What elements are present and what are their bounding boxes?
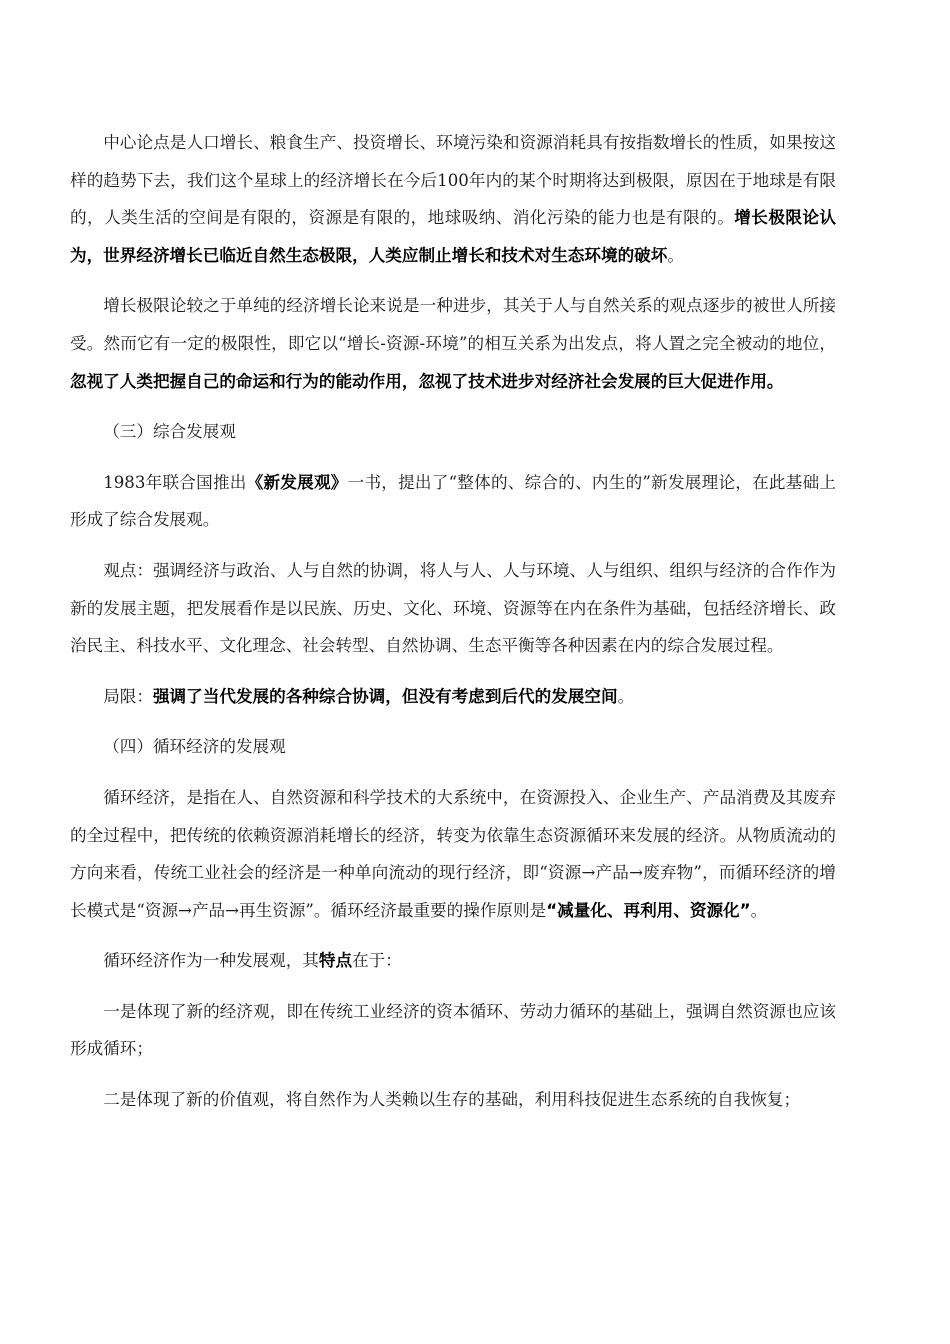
text-run: 一书，提出了“整体的、综合的、内生的”新发展理论，在此基础上形成了综合发展观。 — [70, 472, 837, 530]
text-run: 中心论点是人口增长、粮食生产、投资增长、环境污染和资源消耗具有按指数增长的性质，如果按这样的趋势下去，我们这个星球上的经济增长在今后100年内的某个时期将达到极限，原因在于地球是有限的，人类生活的空间是有限的，资源是有限的，地球吸纳、消化污染的能力也是有限的。 — [70, 133, 836, 228]
text-run: 一是体现了新的经济观，即在传统工业经济的资本循环、劳动力循环的基础上，强调自然资源也应该形成循环； — [70, 1001, 836, 1059]
body-paragraph — [70, 287, 836, 400]
body-paragraph — [70, 1081, 836, 1119]
text-run: （四）循环经济的发展观 — [103, 737, 286, 757]
bold-text: 强调了当代发展的各种综合协调，但没有考虑到后代的发展空间 — [152, 686, 618, 706]
text-run: 在于： — [352, 951, 402, 971]
text-run: 循环经济，是指在人、自然资源和科学技术的大系统中，在资源投入、企业生产、产品消费及其废弃的全过程中，把传统的依赖资源消耗增长的经济，转变为依靠生态资源循环来发展的经济。从物质流动的方向来看，传统工业社会的经济是一种单向流动的现行经济，即“资源→产品→废弃物”，而循环经济的增长模式是“资源→产品→再生资源”。循环经济最重要的操作原则是 — [70, 787, 836, 920]
body-paragraph — [70, 678, 836, 716]
text-run: 观点：强调经济与政治、人与自然的协调，将人与人、人与环境、人与组织、组织与经济的合作作为新的发展主题，把发展看作是以民族、历史、文化、环境、资源等在内在条件为基础，包括经济增长、政治民主、科技水平、文化理念、社会转型、自然协调、生态平衡等各种因素在内的综合发展过程。 — [70, 560, 836, 656]
document-page — [70, 124, 836, 1132]
body-paragraph — [70, 552, 836, 665]
body-paragraph — [70, 464, 836, 539]
text-run: 局限： — [103, 686, 153, 706]
bold-text: “减量化、再利用、资源化” — [546, 900, 751, 920]
text-run: 。 — [617, 686, 635, 706]
text-run: 循环经济作为一种发展观，其 — [103, 951, 319, 971]
bold-text: 《新发展观》 — [246, 472, 348, 492]
text-run: 。 — [750, 900, 768, 920]
bold-text: 忽视了人类把握自己的命运和行为的能动作用，忽视了技术进步对经济社会发展的巨大促进作用。 — [70, 371, 784, 391]
body-paragraph — [70, 124, 836, 274]
body-paragraph — [70, 779, 836, 929]
text-run: 。 — [667, 245, 684, 265]
section-heading — [70, 413, 836, 451]
section-heading — [70, 728, 836, 766]
body-paragraph — [70, 993, 836, 1068]
bold-text: 增长极限论认为，世界经济增长已临近自然生态极限，人类应制止增长和技术对生态环境的破坏 — [70, 208, 837, 265]
text-run: 二是体现了新的价值观，将自然作为人类赖以生存的基础，利用科技促进生态系统的自我恢复； — [103, 1090, 801, 1110]
text-run: （三）综合发展观 — [103, 422, 236, 442]
text-run: 增长极限论较之于单纯的经济增长论来说是一种进步，其关于人与自然关系的观点逐步的被世人所接受。然而它有一定的极限性，即它以“增长-资源-环境”的相互关系为出发点，将人置之完全被动的地位， — [70, 296, 836, 353]
text-run: 1983年联合国推出 — [103, 472, 247, 492]
bold-text: 特点 — [318, 951, 353, 971]
body-paragraph — [70, 942, 836, 980]
